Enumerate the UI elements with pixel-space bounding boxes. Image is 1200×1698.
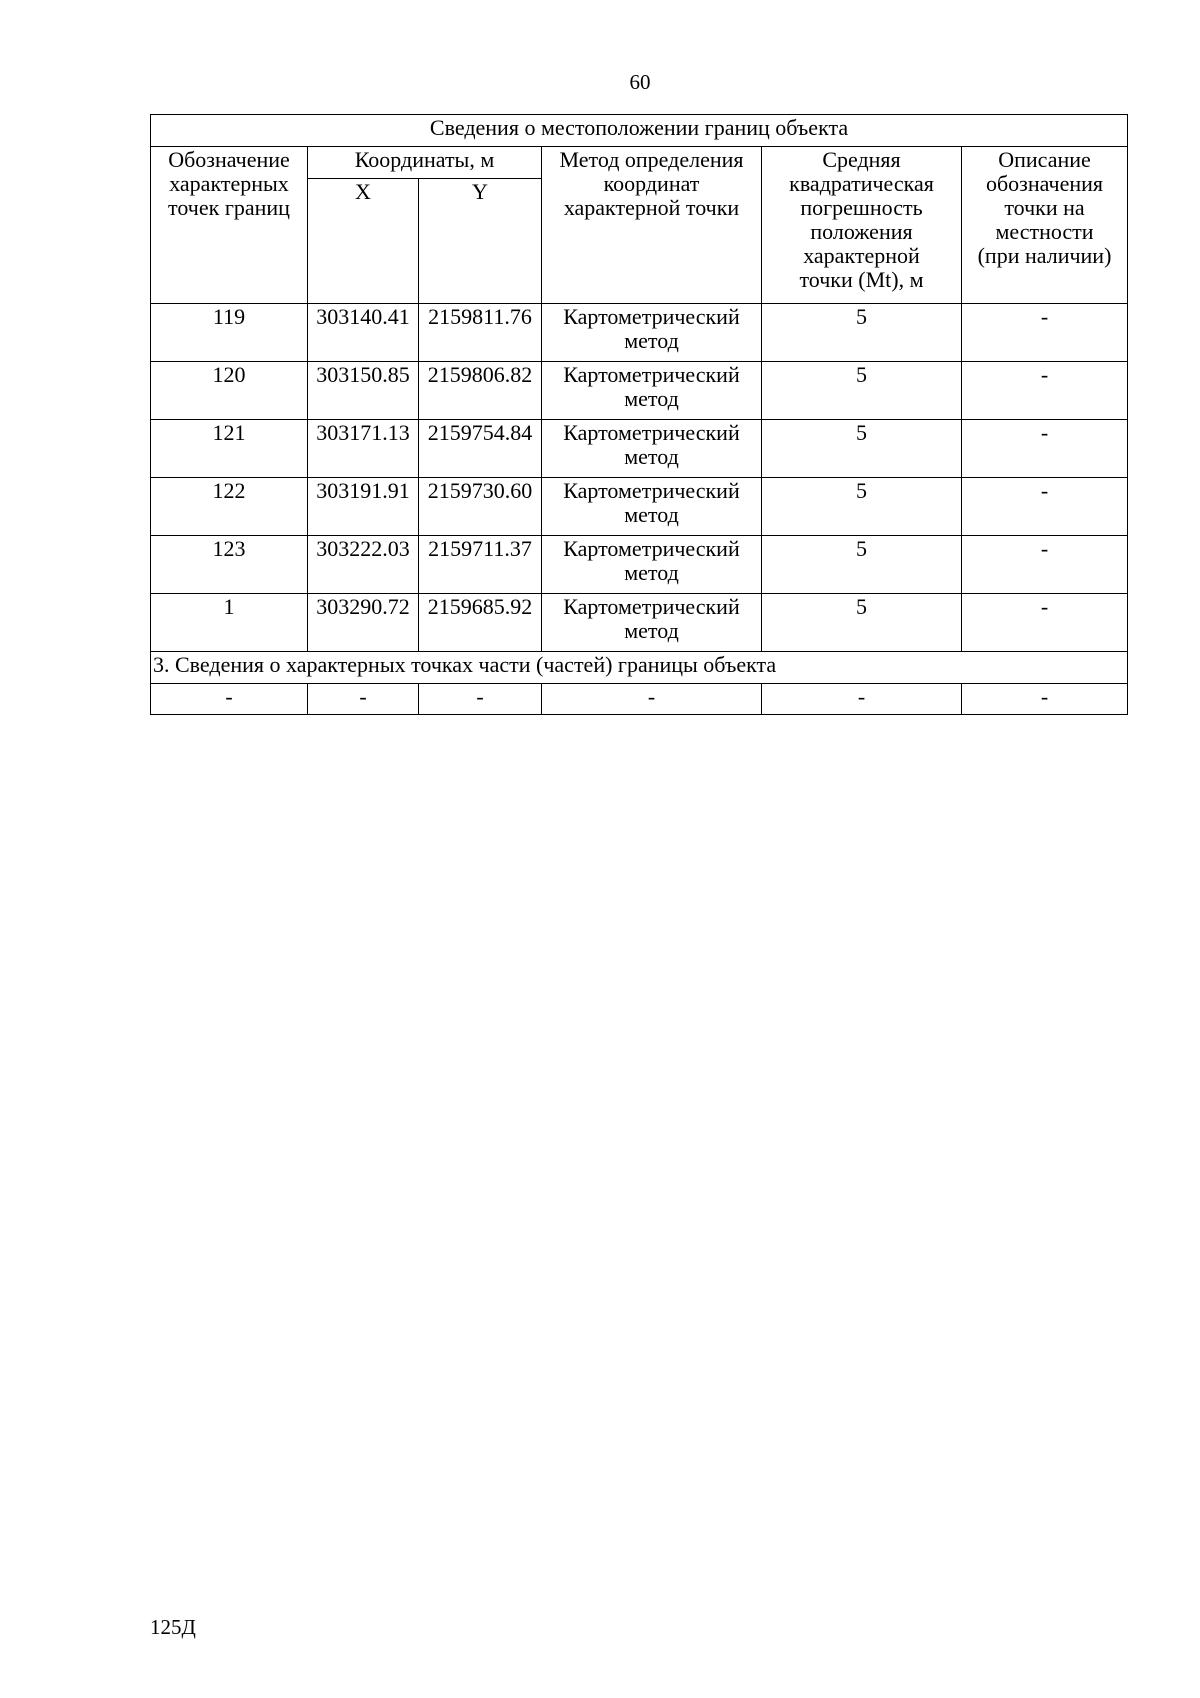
document-footer-code: 125Д xyxy=(150,1615,196,1639)
header-mean-error-line: квадратическая xyxy=(789,171,934,196)
boundary-coordinates-table xyxy=(150,114,1128,715)
header-description-line: точки на xyxy=(1004,195,1085,220)
cell-method-line: метод xyxy=(624,618,679,643)
header-mean-error-line: характерной xyxy=(803,243,920,268)
cell-x: 303150.85 xyxy=(308,362,419,420)
cell-x: 303171.13 xyxy=(308,420,419,478)
header-point-designation xyxy=(151,147,308,304)
cell-method-line: Картометрический xyxy=(563,420,740,445)
cell-mt: 5 xyxy=(762,420,962,478)
cell-x: 303290.72 xyxy=(308,594,419,652)
cell-mt: 5 xyxy=(762,304,962,362)
cell-point: 120 xyxy=(151,362,308,420)
cell-method-line: Картометрический xyxy=(563,594,740,619)
cell-mt: 5 xyxy=(762,478,962,536)
header-method xyxy=(542,147,762,304)
header-description-line: обозначения xyxy=(985,171,1104,196)
cell-method-line: Картометрический xyxy=(563,536,740,561)
cell-description: - xyxy=(962,362,1128,420)
header-point-designation-line: характерных xyxy=(169,171,289,196)
header-mean-error-line: точки (Mt), м xyxy=(799,267,924,292)
cell-point: 122 xyxy=(151,478,308,536)
header-coordinates-group: Координаты, м xyxy=(308,147,542,179)
cell-method-line: Картометрический xyxy=(563,304,740,329)
header-description-line: (при наличии) xyxy=(977,243,1112,268)
cell-empty: - xyxy=(762,684,962,715)
header-mean-error-line: погрешность xyxy=(800,195,923,220)
cell-y: 2159754.84 xyxy=(419,420,542,478)
cell-description: - xyxy=(962,594,1128,652)
cell-x: 303140.41 xyxy=(308,304,419,362)
cell-description: - xyxy=(962,478,1128,536)
cell-method xyxy=(542,362,762,420)
cell-y: 2159806.82 xyxy=(419,362,542,420)
section3-title-row xyxy=(151,652,1128,684)
table-row xyxy=(151,478,1128,536)
header-description-line: местности xyxy=(995,219,1094,244)
cell-method-line: Картометрический xyxy=(563,362,740,387)
table-row xyxy=(151,594,1128,652)
header-description-line: Описание xyxy=(998,147,1091,172)
cell-method xyxy=(542,594,762,652)
table-title: Сведения о местоположении границ объекта xyxy=(151,115,1128,147)
cell-y: 2159811.76 xyxy=(419,304,542,362)
cell-mt: 5 xyxy=(762,536,962,594)
section3-title: 3. Сведения о характерных точках части (частей) границы объекта xyxy=(151,652,1128,684)
cell-method xyxy=(542,536,762,594)
header-method-line: характерной точки xyxy=(563,195,740,220)
header-method-line: Метод определения xyxy=(559,147,744,172)
cell-empty: - xyxy=(962,684,1128,715)
cell-y: 2159685.92 xyxy=(419,594,542,652)
cell-method-line: метод xyxy=(624,328,679,353)
header-point-designation-line: точек границ xyxy=(168,195,290,220)
table-row xyxy=(151,304,1128,362)
cell-method-line: метод xyxy=(624,444,679,469)
cell-empty: - xyxy=(308,684,419,715)
header-row xyxy=(151,147,1128,179)
header-description xyxy=(962,147,1128,304)
cell-empty: - xyxy=(419,684,542,715)
cell-method-line: Картометрический xyxy=(563,478,740,503)
cell-method-line: метод xyxy=(624,386,679,411)
cell-point: 1 xyxy=(151,594,308,652)
cell-x: 303222.03 xyxy=(308,536,419,594)
table-row xyxy=(151,420,1128,478)
cell-description: - xyxy=(962,420,1128,478)
cell-point: 119 xyxy=(151,304,308,362)
cell-method-line: метод xyxy=(624,560,679,585)
cell-x: 303191.91 xyxy=(308,478,419,536)
cell-empty: - xyxy=(151,684,308,715)
cell-description: - xyxy=(962,304,1128,362)
header-y: Y xyxy=(419,179,542,304)
cell-method xyxy=(542,478,762,536)
cell-method-line: метод xyxy=(624,502,679,527)
cell-mt: 5 xyxy=(762,594,962,652)
cell-method xyxy=(542,304,762,362)
cell-mt: 5 xyxy=(762,362,962,420)
cell-description: - xyxy=(962,536,1128,594)
header-x: X xyxy=(308,179,419,304)
cell-method xyxy=(542,420,762,478)
table-row xyxy=(151,362,1128,420)
table-title-row xyxy=(151,115,1128,147)
header-point-designation-line: Обозначение xyxy=(168,147,290,172)
cell-empty: - xyxy=(542,684,762,715)
header-mean-error xyxy=(762,147,962,304)
header-method-line: координат xyxy=(603,171,700,196)
table-row xyxy=(151,684,1128,715)
header-mean-error-line: Средняя xyxy=(822,147,901,172)
cell-point: 123 xyxy=(151,536,308,594)
table-row xyxy=(151,536,1128,594)
cell-y: 2159711.37 xyxy=(419,536,542,594)
cell-y: 2159730.60 xyxy=(419,478,542,536)
page-number: 60 xyxy=(629,70,651,94)
cell-point: 121 xyxy=(151,420,308,478)
header-mean-error-line: положения xyxy=(810,219,913,244)
